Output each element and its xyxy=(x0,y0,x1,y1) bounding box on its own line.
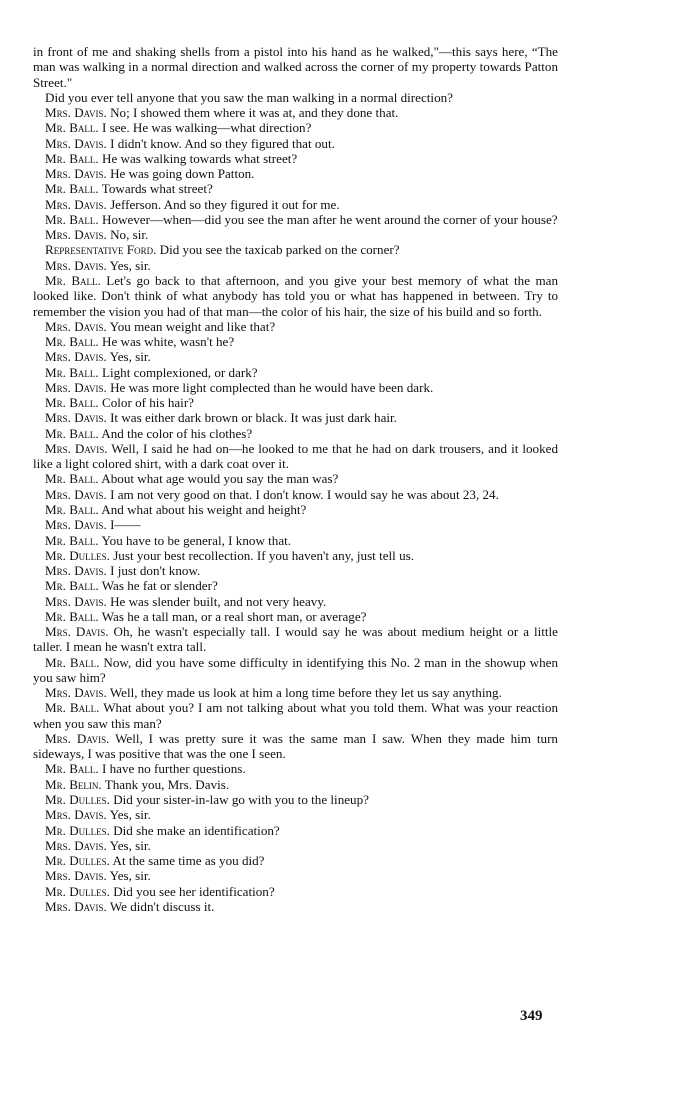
speech-text: Was he a tall man, or a real short man, or average? xyxy=(101,608,367,624)
transcript-paragraph xyxy=(33,823,558,838)
speech-text: Just your best recollection. If you haven't any, just tell us. xyxy=(113,547,414,563)
speech-text: He was white, wasn't he? xyxy=(101,334,235,350)
speaker-name: Mrs. Davis. xyxy=(45,379,107,395)
speaker-name: Mrs. Davis. xyxy=(45,318,107,334)
speaker-name: Mr. Dulles. xyxy=(45,853,110,869)
transcript-paragraph xyxy=(33,242,558,257)
speaker-name: Mr. Ball. xyxy=(45,120,99,136)
speaker-name: Mr. Ball. xyxy=(45,471,99,487)
page-number: 349 xyxy=(520,1008,543,1024)
speaker-name: Mr. Dulles. xyxy=(45,883,110,899)
transcript-paragraph xyxy=(33,868,558,883)
transcript-paragraph xyxy=(33,471,558,486)
speech-text: Let's go back to that afternoon, and you give your best memory of what the man looked like. Don't think of what anybody has told you or what has happened in between. Try to remember the vision you had of that man—the color of his hair, the size of his build and so forth. xyxy=(33,272,558,319)
transcript-paragraph xyxy=(33,273,558,319)
speech-text: Jefferson. And so they figured it out for me. xyxy=(110,196,340,212)
speaker-name: Mrs. Davis. xyxy=(45,898,107,914)
speech-text: No, sir. xyxy=(110,227,149,243)
speaker-name: Mrs. Davis. xyxy=(45,624,109,640)
transcript-paragraph xyxy=(33,120,558,135)
speaker-name: Mrs. Davis. xyxy=(45,166,107,182)
speaker-name: Mr. Ball. xyxy=(45,181,99,197)
speaker-name: Mr. Dulles. xyxy=(45,547,110,563)
speech-text: I am not very good on that. I don't know. I would say he was about 23, 24. xyxy=(110,486,499,502)
speaker-name: Mrs. Davis. xyxy=(45,105,107,121)
speaker-name: Mrs. Davis. xyxy=(45,837,107,853)
speech-text: Yes, sir. xyxy=(109,837,151,853)
speech-text: Thank you, Mrs. Davis. xyxy=(104,776,230,792)
transcript-paragraph xyxy=(33,533,558,548)
transcript-paragraph xyxy=(33,349,558,364)
speech-text: Light complexioned, or dark? xyxy=(101,364,258,380)
speech-text: Yes, sir. xyxy=(109,257,151,273)
speaker-name: Mrs. Davis. xyxy=(45,593,107,609)
speech-text: Was he fat or slender? xyxy=(101,578,218,594)
transcript-paragraph xyxy=(33,594,558,609)
speaker-name: Mrs. Davis. xyxy=(45,410,107,426)
speech-text: Well, I was pretty sure it was the same man I saw. When they made him turn sideways, I was positive that was the one I seen. xyxy=(33,730,558,762)
speaker-name: Mrs. Davis. xyxy=(45,440,108,456)
speaker-name: Mrs. Davis. xyxy=(45,227,107,243)
transcript-paragraph xyxy=(33,426,558,441)
transcript-paragraph xyxy=(33,761,558,776)
speaker-name: Mr. Belin. xyxy=(45,776,102,792)
speaker-name: Mr. Ball. xyxy=(45,334,99,350)
speech-text: Did your sister-in-law go with you to the lineup? xyxy=(113,792,369,808)
transcript-paragraph xyxy=(33,90,558,105)
speaker-name: Mr. Ball. xyxy=(45,364,99,380)
speaker-name: Mr. Ball. xyxy=(45,761,99,777)
speech-text: He was slender built, and not very heavy. xyxy=(110,593,327,609)
speaker-name: Mr. Ball. xyxy=(45,395,99,411)
speech-text: He was going down Patton. xyxy=(110,166,255,182)
transcript-paragraph xyxy=(33,624,558,655)
speech-text: Well, they made us look at him a long time before they let us say anything. xyxy=(109,685,502,701)
speech-text: I just don't know. xyxy=(110,563,201,579)
transcript-paragraph xyxy=(33,258,558,273)
transcript-paragraph xyxy=(33,609,558,624)
speaker-name: Representative Ford. xyxy=(45,242,157,258)
speaker-name: Mr. Dulles. xyxy=(45,822,110,838)
transcript-paragraph xyxy=(33,365,558,380)
speech-text: You have to be general, I know that. xyxy=(101,532,292,548)
speech-text: And the color of his clothes? xyxy=(101,425,253,441)
speech-text: Towards what street? xyxy=(101,181,213,197)
speech-text: He was more light complected than he would have been dark. xyxy=(110,379,434,395)
speech-text: About what age would you say the man was? xyxy=(101,471,339,487)
transcript-paragraph xyxy=(33,487,558,502)
speaker-name: Mr. Ball. xyxy=(45,211,99,227)
speaker-name: Mr. Ball. xyxy=(45,272,101,288)
speaker-name: Mr. Ball. xyxy=(45,700,100,716)
transcript-paragraph xyxy=(33,563,558,578)
speaker-name: Mr. Dulles. xyxy=(45,792,110,808)
speaker-name: Mr. Ball. xyxy=(45,150,99,166)
transcript-paragraph xyxy=(33,792,558,807)
transcript-paragraph xyxy=(33,655,558,686)
speaker-name: Mrs. Davis. xyxy=(45,807,107,823)
speaker-name: Mr. Ball. xyxy=(45,654,100,670)
transcript-paragraph xyxy=(33,685,558,700)
transcript-paragraph xyxy=(33,151,558,166)
transcript-paragraph xyxy=(33,380,558,395)
speech-text: Yes, sir. xyxy=(109,868,151,884)
speech-text: Now, did you have some difficulty in identifying this No. 2 man in the showup when you saw him? xyxy=(33,654,558,685)
transcript-paragraph xyxy=(33,884,558,899)
speech-text: No; I showed them where it was at, and they done that. xyxy=(110,105,399,121)
speech-text: You mean weight and like that? xyxy=(109,318,276,334)
transcript-paragraph xyxy=(33,319,558,334)
speaker-name: Mrs. Davis. xyxy=(45,486,107,502)
speech-text: Well, I said he had on—he looked to me that he had on dark trousers, and it looked like a light colored shirt, with a dark coat over it. xyxy=(33,440,558,472)
speaker-name: Mrs. Davis. xyxy=(45,517,107,533)
transcript-paragraph xyxy=(33,227,558,242)
speaker-name: Mr. Ball. xyxy=(45,578,99,594)
speech-text: What about you? I am not talking about what you told them. What was your reaction when you saw this man? xyxy=(33,700,559,731)
transcript-paragraph xyxy=(33,105,558,120)
speech-text: Yes, sir. xyxy=(109,807,151,823)
speech-text: He was walking towards what street? xyxy=(101,150,298,166)
speech-text: It was either dark brown or black. It was just dark hair. xyxy=(110,410,397,426)
speaker-name: Mr. Ball. xyxy=(45,501,99,517)
speech-text: However—when—did you see the man after he went around the corner of your house? xyxy=(101,211,558,227)
speech-text: I have no further questions. xyxy=(101,761,246,777)
speaker-name: Mr. Ball. xyxy=(45,608,99,624)
speech-text: Did you ever tell anyone that you saw the man walking in a normal direction? xyxy=(45,89,453,105)
transcript-paragraph xyxy=(33,181,558,196)
speaker-name: Mrs. Davis. xyxy=(45,685,107,701)
transcript-paragraph xyxy=(33,548,558,563)
speech-text: At the same time as you did? xyxy=(112,853,265,869)
transcript-paragraph xyxy=(33,731,558,762)
speech-text: I—— xyxy=(110,517,141,533)
transcript-paragraph xyxy=(33,197,558,212)
speaker-name: Mrs. Davis. xyxy=(45,868,107,884)
speaker-name: Mrs. Davis. xyxy=(45,196,107,212)
speaker-name: Mrs. Davis. xyxy=(45,135,107,151)
transcript-paragraph xyxy=(33,166,558,181)
transcript-paragraph xyxy=(33,517,558,532)
transcript-paragraph xyxy=(33,136,558,151)
speaker-name: Mrs. Davis. xyxy=(45,563,107,579)
speech-text: Color of his hair? xyxy=(101,395,194,411)
transcript-paragraph xyxy=(33,502,558,517)
transcript-paragraph xyxy=(33,441,558,472)
transcript-paragraph xyxy=(33,777,558,792)
speech-text: Did she make an identification? xyxy=(113,822,280,838)
transcript-paragraph xyxy=(33,334,558,349)
speech-text: And what about his weight and height? xyxy=(101,501,307,517)
speech-text: Did you see the taxicab parked on the corner? xyxy=(159,242,400,258)
speaker-name: Mrs. Davis. xyxy=(45,349,107,365)
transcript-paragraph xyxy=(33,410,558,425)
transcript-paragraph xyxy=(33,212,558,227)
transcript-paragraph xyxy=(33,700,558,731)
speech-text: in front of me and shaking shells from a pistol into his hand as he walked,"—this says here, “The man was walking in a normal direction and walked across the corner of my property towards Patton Street." xyxy=(33,44,558,90)
speech-text: We didn't discuss it. xyxy=(109,898,215,914)
transcript-paragraph xyxy=(33,899,558,914)
transcript-paragraph xyxy=(33,807,558,822)
speech-text: I didn't know. And so they figured that out. xyxy=(110,135,335,151)
speaker-name: Mrs. Davis. xyxy=(45,257,107,273)
speech-text: Yes, sir. xyxy=(109,349,151,365)
transcript-paragraph xyxy=(33,395,558,410)
transcript-paragraph xyxy=(33,853,558,868)
transcript-paragraph xyxy=(33,578,558,593)
transcript-paragraph xyxy=(33,44,558,90)
speaker-name: Mr. Ball. xyxy=(45,532,99,548)
speaker-name: Mrs. Davis. xyxy=(45,730,110,746)
speech-text: Did you see her identification? xyxy=(113,883,275,899)
speaker-name: Mr. Ball. xyxy=(45,425,99,441)
speech-text: I see. He was walking—what direction? xyxy=(101,120,312,136)
transcript-body xyxy=(33,44,558,914)
transcript-paragraph xyxy=(33,838,558,853)
speech-text: Oh, he wasn't especially tall. I would say he was about medium height or a little taller. I mean he wasn't extra tall. xyxy=(33,624,558,655)
